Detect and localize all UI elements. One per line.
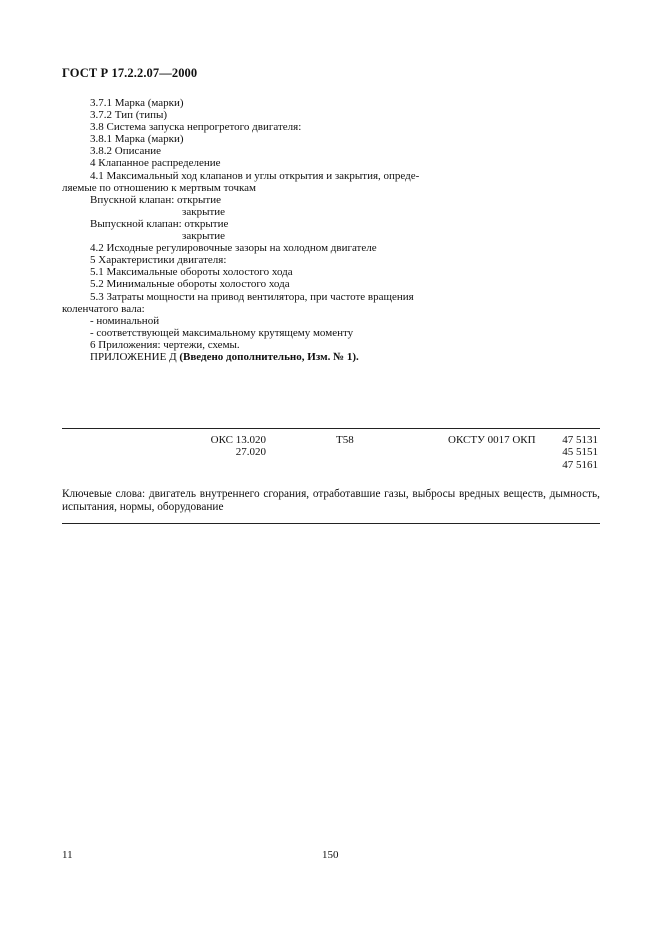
- text-line: Выпускной клапан: открытие: [90, 217, 229, 230]
- text-line: коленчатого вала:: [62, 302, 145, 315]
- text-line: 3.8.1 Марка (марки): [90, 133, 184, 146]
- text-line: 5 Характеристики двигателя:: [90, 254, 227, 267]
- text-line: - номинальной: [90, 314, 160, 327]
- page-number: 150: [322, 849, 339, 861]
- text-line: закрытие: [182, 230, 226, 243]
- text-line: - соответствующей максимальному крутящему моменту: [90, 326, 354, 339]
- text-line: ляемые по отношению к мертвым точкам: [62, 181, 257, 194]
- appendix-label: ПРИЛОЖЕНИЕ Д: [90, 350, 177, 363]
- text-line: 5.2 Минимальные обороты холостого хода: [90, 278, 290, 291]
- text-line: 3.7.2 Тип (типы): [90, 109, 168, 122]
- text-line: 3.8.2 Описание: [90, 145, 162, 158]
- divider-top: [62, 428, 600, 429]
- text-line: 4.2 Исходные регулировочные зазоры на холодном двигателе: [90, 242, 377, 255]
- text-line: закрытие: [182, 205, 226, 218]
- document-body: [62, 97, 462, 363]
- okp-codes: [556, 434, 598, 471]
- okc-codes: [200, 434, 266, 459]
- okp-code: 47 5131: [562, 434, 598, 446]
- okc-second: 27.020: [235, 446, 266, 459]
- t-code: Т58: [336, 434, 354, 446]
- keywords-paragraph: Ключевые слова: двигатель внутреннего сгорания, отработавшие газы, выбросы вредных веществ, дымность, испытания, нормы, оборудование: [62, 488, 600, 513]
- appendix-amendment: (Введено дополнительно, Изм. № 1).: [179, 350, 359, 363]
- divider-bottom: [62, 523, 600, 524]
- footer-left-number: 11: [62, 849, 73, 861]
- text-line: 5.1 Максимальные обороты холостого хода: [90, 266, 293, 279]
- text-line: 3.8 Система запуска непрогретого двигателя:: [90, 121, 302, 134]
- text-line: Впускной клапан: открытие: [90, 193, 221, 206]
- text-line: 6 Приложения: чертежи, схемы.: [90, 338, 240, 351]
- okp-code: 47 5161: [562, 458, 598, 471]
- appendix-note: [62, 351, 462, 363]
- text-line: 4.1 Максимальный ход клапанов и углы открытия и закрытия, опреде-: [90, 169, 420, 182]
- document-title: ГОСТ Р 17.2.2.07—2000: [62, 66, 198, 80]
- okp-code: 45 5151: [562, 446, 598, 459]
- okstu-label: ОКСТУ 0017 ОКП: [448, 434, 536, 446]
- text-line: 4 Клапанное распределение: [90, 157, 221, 170]
- okc-label: ОКС 13.020: [210, 434, 266, 446]
- text-line: 3.7.1 Марка (марки): [90, 97, 184, 109]
- text-line: 5.3 Затраты мощности на привод вентилятора, при частоте вращения: [90, 290, 414, 303]
